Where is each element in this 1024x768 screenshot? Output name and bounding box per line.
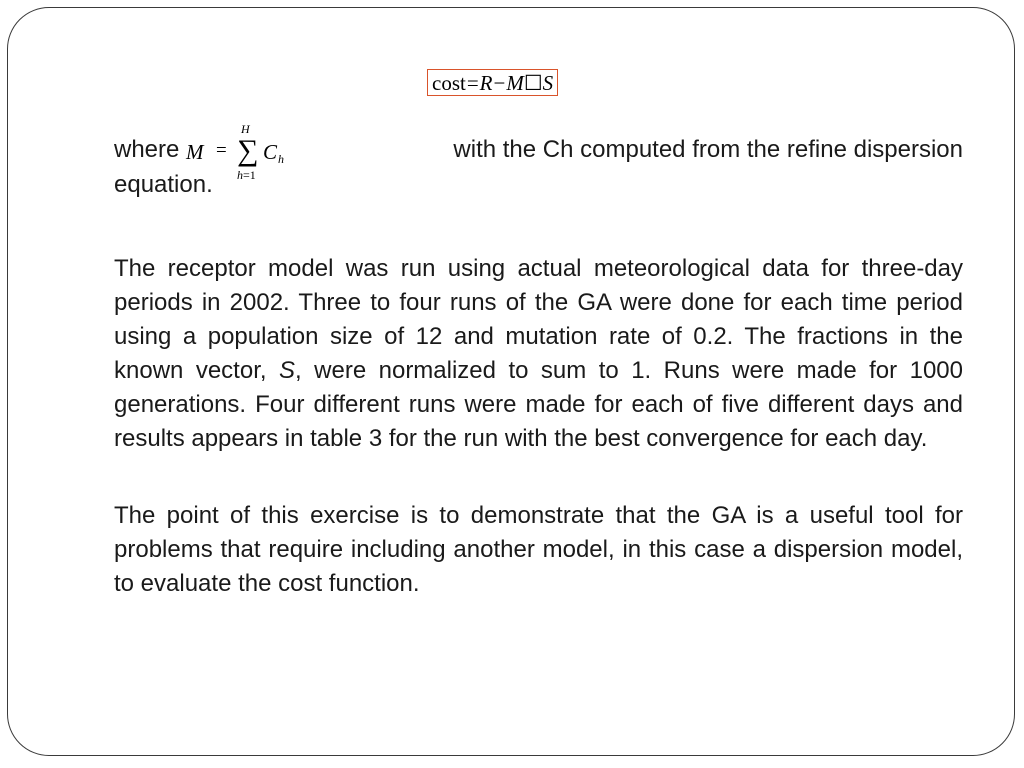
cost-equation <box>427 69 558 96</box>
missing-operator-glyph: ☐ <box>523 71 543 95</box>
var-s: S <box>542 71 554 95</box>
where-description: with the Ch computed from the refine dispersion <box>453 136 963 163</box>
var-r: R <box>479 71 493 95</box>
sum-index-start: =1 <box>243 168 256 182</box>
sigma-symbol: ∑ <box>237 134 259 167</box>
c-var: C <box>263 140 278 164</box>
m-equals: = <box>216 140 227 161</box>
minus-sign: − <box>493 71 506 95</box>
c-subscript: h <box>278 152 284 166</box>
paragraph-exercise-point: The point of this exercise is to demonstrate that the GA is a useful tool for problems that require including another model, in this case a dispersion model, to evaluate the cost function. <box>114 502 963 597</box>
paragraph-receptor-part2: , were normalized to sum to 1. Runs were made for 1000 generations. Four different runs were made for each of five different days and results appears in table 3 for the run with the best convergence for each day. <box>114 357 963 452</box>
paragraph-receptor-part1: The receptor model was run using actual meteorological data for three-day periods in 2002. Three to four runs of the GA were done for each time period using a population size of 12 and mutation rate of 0.2. The fractions in the known vector, <box>114 255 963 384</box>
m-var: M <box>186 140 204 164</box>
equals-sign: = <box>466 71 479 95</box>
sum-upper-limit: H <box>241 122 250 136</box>
equation-word: equation. <box>114 171 213 198</box>
vector-s: S <box>279 357 296 384</box>
sum-index: h <box>237 168 243 182</box>
var-m: M <box>506 71 524 95</box>
sum-lower-limit <box>237 168 256 183</box>
cost-label: cost <box>432 71 466 95</box>
paragraph-receptor-model <box>114 252 963 456</box>
where-word: where <box>114 136 180 163</box>
